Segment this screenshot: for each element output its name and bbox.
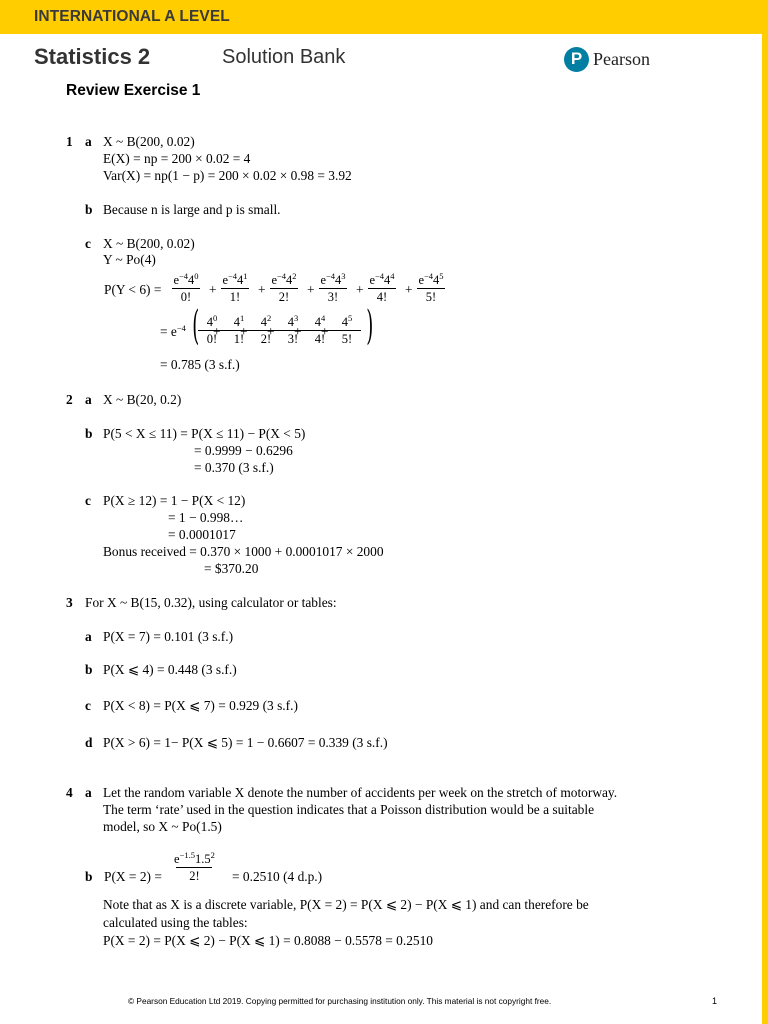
q1c-row2-numerator-0: $4^0$ [206,313,218,329]
q3-number: 3 [66,595,73,610]
q1c-row2-denominator-1: 1! [225,330,253,346]
q1c-row1-plus-1: + [258,282,266,297]
q2-part-a: a [85,392,92,407]
q1c-row2-denominator-4: 4! [306,330,334,346]
q1a-line2: E(X) = np = 200 × 0.02 = 4 [103,151,251,166]
q3-intro: For X ~ B(15, 0.32), using calculator or tables: [85,595,337,610]
q1c-row2-plus-3: + [294,324,302,339]
q1c-row1-numerator-0: $e^{-4}4^0$ [173,271,199,287]
q2c-line2: = 1 − 0.998… [168,510,244,525]
book-title: Solution Bank [222,46,346,68]
q1c-row1-numerator-5: $e^{-4}4^5$ [418,271,444,287]
q3-part-d: d [85,735,93,750]
q3-part-a: a [85,629,92,644]
q3a-line1: P(X = 7) = 0.101 (3 s.f.) [103,629,234,644]
q4a-line3: model, so X ~ Po(1.5) [103,819,222,834]
q1c-row1-fraction-3 [319,273,347,304]
q2c-line3: = 0.0001017 [168,527,236,542]
q2-part-b: b [85,426,93,441]
q1c-row1-numerator-2: $e^{-4}4^2$ [271,271,297,287]
q1c-row1-plus-4: + [405,282,413,297]
q2-part-c: c [85,493,91,508]
q3-part-c: c [85,698,91,713]
q1c-row2-denominator-2: 2! [252,330,280,346]
q4b-line2: Note that as X is a discrete variable, P(X = 2) = P(X ⩽ 2) − P(X ⩽ 1) and can therefore be [103,897,589,912]
q1c-row1-numerator-3: $e^{-4}4^3$ [320,271,346,287]
q1c-row2-fraction-2 [252,315,280,346]
q1c-row2-numerator-4: $4^4$ [314,313,326,329]
q1c-row2-plus-2: + [267,324,275,339]
q1c-row1-fraction-1 [221,273,249,304]
q1c-row1-denominator-0: 0! [172,288,200,304]
q1-part-b: b [85,202,93,217]
page-number: 1 [712,996,718,1006]
q4b-fraction [173,852,216,883]
q1c-row1-denominator-1: 1! [221,288,249,304]
q2b-line1: P(5 < X ≤ 11) = P(X ≤ 11) − P(X < 5) [103,426,306,441]
q4b-lhs: P(X = 2) = [104,869,162,884]
q1-number: 1 [66,134,73,149]
q1c-row2-numerator-5: $4^5$ [341,313,353,329]
q1c-row2-fraction-3 [279,315,307,346]
q1c-row2-fraction-5 [333,315,361,346]
q1a-line3: Var(X) = np(1 − p) = 200 × 0.02 × 0.98 = 3.92 [103,168,352,183]
q1c-row2-denominator-5: 5! [333,330,361,346]
q1c-row2-numerator-2: $4^2$ [260,313,272,329]
q2a-line1: X ~ B(20, 0.2) [103,392,182,407]
subject-title: Statistics 2 [34,44,151,69]
q1c-left-paren: ( [192,303,200,349]
q2c-line5: = $370.20 [204,561,259,576]
q1c-row1-plus-0: + [209,282,217,297]
q4-part-a: a [85,785,92,800]
q1c-line2: Y ~ Po(4) [103,252,156,267]
q4b-fraction-denominator: 2! [176,867,212,883]
q1c-row2-fraction-1 [225,315,253,346]
copyright-footer: © Pearson Education Ltd 2019. Copying permitted for purchasing institution only. This material is not copyright free. [128,996,552,1006]
series-label: INTERNATIONAL A LEVEL [34,8,230,25]
q1c-row1-numerator-4: $e^{-4}4^4$ [369,271,395,287]
q2-number: 2 [66,392,73,407]
q3c-line1: P(X < 8) = P(X ⩽ 7) = 0.929 (3 s.f.) [103,698,298,713]
q1c-row2-denominator-3: 3! [279,330,307,346]
q1-part-c: c [85,236,91,251]
q1c-right-paren: ) [366,303,374,349]
q1c-row1-plus-2: + [307,282,315,297]
q1c-row1-fraction-2 [270,273,298,304]
q4b-fraction-numerator: $e^{-1.5}1.5^2$ [174,850,215,866]
q4a-line1: Let the random variable X denote the number of accidents per week on the stretch of motorway. [103,785,618,800]
q1c-factor-exp: −4 [176,323,186,333]
q1c-row1-denominator-3: 3! [319,288,347,304]
page-title: Review Exercise 1 [66,82,201,99]
q2b-line2: = 0.9999 − 0.6296 [194,443,293,458]
q1c-row1-fraction-4 [368,273,396,304]
q4b-rhs: = 0.2510 (4 d.p.) [232,869,323,884]
q2b-line3: = 0.370 (3 s.f.) [194,460,274,475]
q1c-row1-fraction-0 [172,273,200,304]
q1c-row1-plus-3: + [356,282,364,297]
page-edge-strip [762,34,768,1024]
q3-part-b: b [85,662,93,677]
q4b-line4: P(X = 2) = P(X ⩽ 2) − P(X ⩽ 1) = 0.8088 − 0.5578 = 0.2510 [103,933,433,948]
q2c-line4: Bonus received = 0.370 × 1000 + 0.0001017 × 2000 [103,544,384,559]
header-bar [0,0,768,34]
q1c-row1-numerator-1: $e^{-4}4^1$ [222,271,248,287]
q1c-row2-fraction-4 [306,315,334,346]
q4-number: 4 [66,785,73,800]
q1c-poisson-lhs: P(Y < 6) = [104,282,162,297]
q1a-line1: X ~ B(200, 0.02) [103,134,195,149]
q2c-line1: P(X ≥ 12) = 1 − P(X < 12) [103,493,246,508]
q1c-row1-denominator-4: 4! [368,288,396,304]
q4a-line2: The term ‘rate’ used in the question indicates that a Poisson distribution would be a suitable [103,802,595,817]
q1c-row2-plus-4: + [321,324,329,339]
pearson-logo [564,46,650,72]
q1c-row2-fraction-0 [198,315,226,346]
q1c-factor-e: = e [160,324,177,339]
q1-part-a: a [85,134,92,149]
q3b-line1: P(X ⩽ 4) = 0.448 (3 s.f.) [103,662,237,677]
q1c-row1-denominator-5: 5! [417,288,445,304]
q1c-line1: X ~ B(200, 0.02) [103,236,195,251]
q1c-row1-fraction-5 [417,273,445,304]
q1c-row2-numerator-1: $4^1$ [233,313,245,329]
q1c-row2-plus-0: + [213,324,221,339]
q1c-result: = 0.785 (3 s.f.) [160,357,240,372]
pearson-logo-icon: P [564,47,589,72]
q1c-row1-denominator-2: 2! [270,288,298,304]
q3d-line1: P(X > 6) = 1− P(X ⩽ 5) = 1 − 0.6607 = 0.339 (3 s.f.) [103,735,388,750]
q4b-line3: calculated using the tables: [103,915,248,930]
q1c-row2-denominator-0: 0! [198,330,226,346]
q1b-line1: Because n is large and p is small. [103,202,281,217]
q1c-row2-numerator-3: $4^3$ [287,313,299,329]
q4-part-b: b [85,869,93,884]
q1c-row2-plus-1: + [240,324,248,339]
pearson-logo-text: Pearson [593,48,650,69]
q1c-factor [160,324,186,340]
